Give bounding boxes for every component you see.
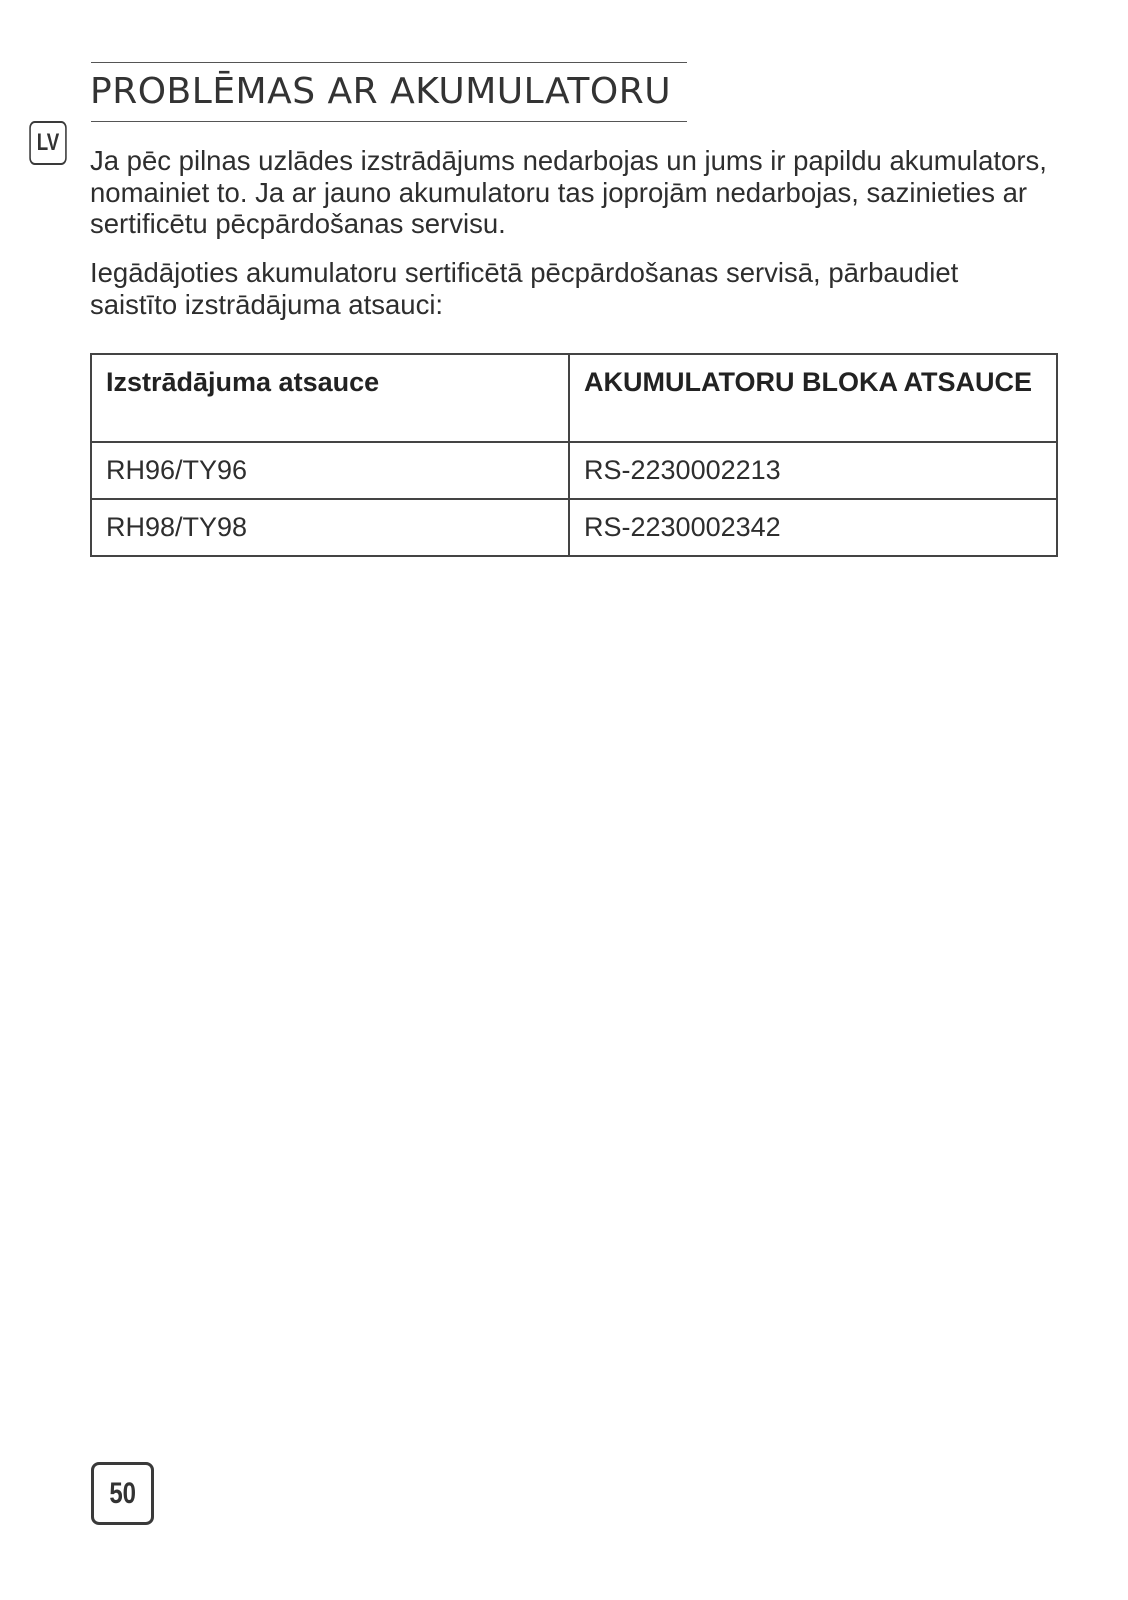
product-reference-cell: RH98/TY98 xyxy=(91,499,569,556)
header-battery-pack-reference: AKUMULATORU BLOKA ATSAUCE xyxy=(569,354,1057,442)
section-title: PROBLĒMAS AR AKUMULATORU xyxy=(90,71,672,112)
page-number: 50 xyxy=(109,1477,136,1510)
language-badge: LV xyxy=(29,121,66,165)
product-reference-cell: RH96/TY96 xyxy=(91,442,569,499)
title-rule-bottom xyxy=(91,121,687,122)
table-row xyxy=(91,442,1057,499)
table-row xyxy=(91,499,1057,556)
header-product-reference: Izstrādājuma atsauce xyxy=(91,354,569,442)
battery-reference-table xyxy=(90,353,1058,557)
battery-reference-cell: RS-2230002342 xyxy=(569,499,1057,556)
page-number-badge xyxy=(91,1462,154,1525)
battery-reference-cell: RS-2230002213 xyxy=(569,442,1057,499)
paragraph-battery-replacement: Ja pēc pilnas uzlādes izstrādājums nedarbojas un jums ir papildu akumulators, nomainiet to. Ja ar jauno akumulatoru tas joprojām nedarbojas, sazinieties ar sertificētu pēcpārdošanas servisu. xyxy=(90,145,1047,239)
paragraph-battery-reference: Iegādājoties akumulatoru sertificētā pēcpārdošanas servisā, pārbaudiet saistīto izstrādājuma atsauci: xyxy=(90,257,959,320)
table-header-row xyxy=(91,354,1057,442)
title-rule-top xyxy=(91,62,687,63)
